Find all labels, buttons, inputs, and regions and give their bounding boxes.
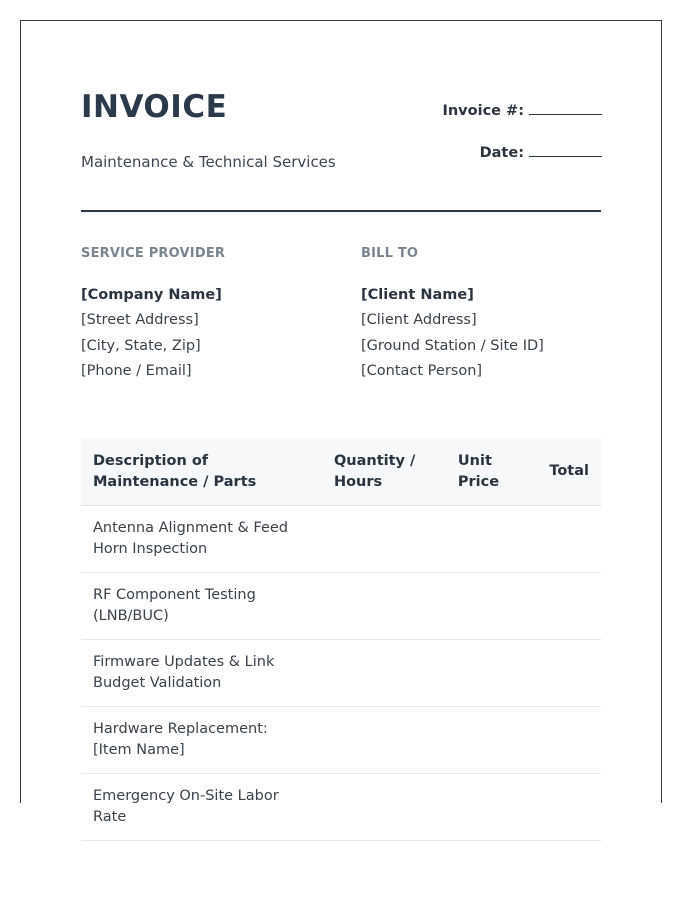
row-quantity[interactable] — [322, 573, 446, 640]
client-site-id: [Ground Station / Site ID] — [361, 337, 544, 354]
invoice-number-field — [442, 102, 602, 119]
row-quantity[interactable] — [322, 774, 446, 841]
column-header-description: Description of Maintenance / Parts — [81, 438, 322, 506]
row-quantity[interactable] — [322, 640, 446, 707]
row-description: Hardware Replacement: [Item Name] — [81, 707, 322, 774]
provider-company-name: [Company Name] — [81, 287, 222, 303]
row-description: RF Component Testing (LNB/BUC) — [81, 573, 322, 640]
table-row — [81, 707, 601, 774]
column-header-unit-price: Unit Price — [446, 438, 528, 506]
row-unit-price[interactable] — [446, 707, 528, 774]
service-provider-block — [81, 245, 331, 384]
row-total[interactable] — [528, 707, 601, 774]
row-quantity[interactable] — [322, 506, 446, 573]
table-row — [81, 506, 601, 573]
bill-to-block — [361, 245, 611, 384]
table-row — [81, 640, 601, 707]
row-total[interactable] — [528, 506, 601, 573]
client-name: [Client Name] — [361, 287, 474, 303]
row-description: Emergency On-Site Labor Rate — [81, 774, 322, 841]
table-row — [81, 573, 601, 640]
provider-street-address: [Street Address] — [81, 312, 199, 329]
invoice-date-field — [480, 144, 602, 161]
header-divider — [81, 210, 601, 212]
service-provider-heading: SERVICE PROVIDER — [81, 246, 226, 261]
invoice-number-blank[interactable] — [529, 102, 602, 115]
invoice-number-label: Invoice #: — [442, 103, 524, 119]
invoice-date-label: Date: — [479, 145, 524, 161]
provider-city-state-zip: [City, State, Zip] — [81, 337, 201, 354]
row-unit-price[interactable] — [446, 640, 528, 707]
row-unit-price[interactable] — [446, 506, 528, 573]
invoice-date-blank[interactable] — [529, 144, 602, 157]
row-unit-price[interactable] — [446, 573, 528, 640]
client-address: [Client Address] — [361, 312, 477, 329]
table-row — [81, 774, 601, 841]
invoice-page — [20, 20, 662, 825]
row-total[interactable] — [528, 573, 601, 640]
invoice-subtitle: Maintenance & Technical Services — [81, 153, 336, 171]
table-header-row — [81, 438, 601, 506]
row-total[interactable] — [528, 774, 601, 841]
row-quantity[interactable] — [322, 707, 446, 774]
provider-phone-email: [Phone / Email] — [81, 362, 192, 379]
row-total[interactable] — [528, 640, 601, 707]
invoice-title: INVOICE — [81, 89, 228, 125]
bill-to-heading: BILL TO — [361, 246, 419, 261]
row-description: Antenna Alignment & Feed Horn Inspection — [81, 506, 322, 573]
client-contact-person: [Contact Person] — [361, 362, 483, 379]
column-header-total: Total — [528, 438, 601, 506]
row-unit-price[interactable] — [446, 774, 528, 841]
row-description: Firmware Updates & Link Budget Validation — [81, 640, 322, 707]
line-items-table — [81, 438, 601, 841]
column-header-quantity: Quantity / Hours — [322, 438, 446, 506]
